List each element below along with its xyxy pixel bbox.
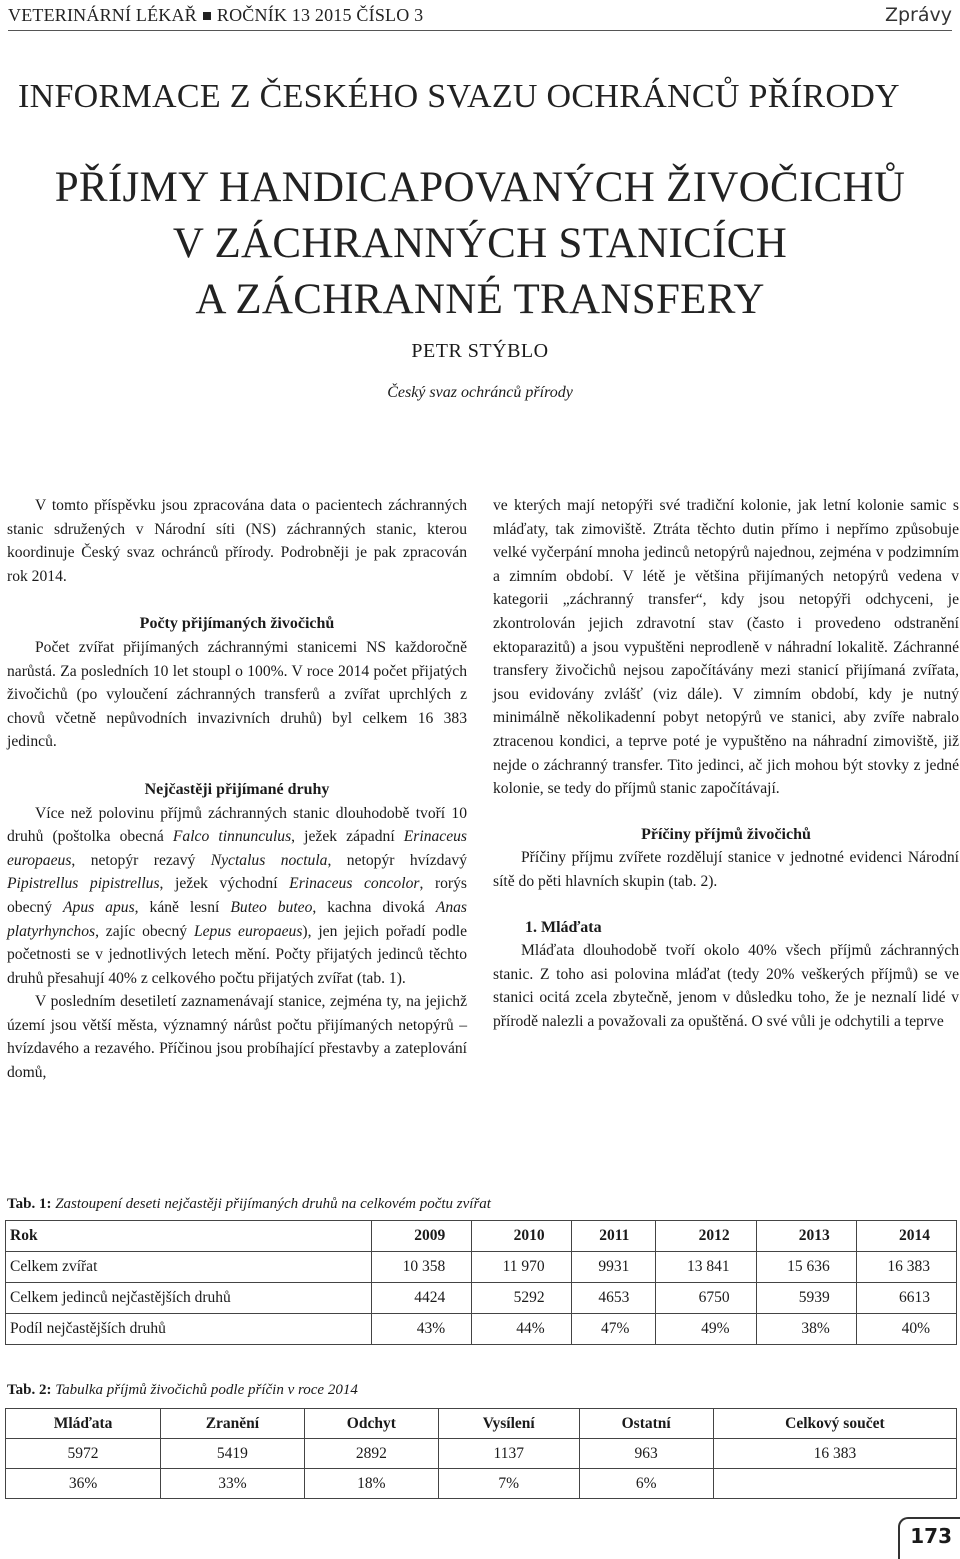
journal-issue: ČÍSLO 3 (356, 5, 424, 25)
table-cell: 18% (304, 1469, 438, 1499)
table-cell: 7% (438, 1469, 579, 1499)
section-name: Zprávy (884, 4, 952, 26)
table-cell: 44% (472, 1314, 571, 1345)
section-heading: Počty přijímaných živočichů (139, 615, 335, 633)
table-cell: 5972 (6, 1439, 161, 1469)
author-affiliation: Český svaz ochránců přírody (387, 384, 573, 401)
species-latin-name: Nyctalus noctula (210, 851, 328, 869)
journal-info (8, 2, 423, 28)
paragraph: V posledním desetiletí zaznamenávají stanice, zejména ty, na jejichž území jsou větší města, významný nárůst počtu přijímaných netopýrů – hvízdavého a rezavého. Příčinou jsou probíhající přestavby a zateplování domů, (7, 993, 467, 1082)
paragraph: Příčiny příjmu zvířete rozdělují stanice v jednotné evidenci Národní sítě do pěti hlavních skupin (tab. 2). (493, 849, 959, 890)
paragraph: Mláďata dlouhodobě tvoří okolo 40% všech příjmů záchranných stanic. Z toho asi polovina mláďat (tedy 20% veškerých příjmů) se ve stanici ocitá zcela zbytečně, jenom v důsledku toho, že je neznalí lidé v přírodě nalezli a považovali za opuštěná. O své vůli je odchytili a teprve (493, 942, 959, 1030)
table2-caption (7, 1382, 358, 1399)
table-cell: 11 970 (472, 1252, 571, 1283)
paragraph: Počet zvířat přijímaných záchrannými stanicemi NS každoročně narůstá. Za posledních 10 let stoupl o 100%. V roce 2014 počet přijatých živočichů (po vyloučení záchranných transferů a zvířat uprchlých z chovů včetně nepůvodních invazivních druhů) byl celkem 16 383 jedinců. (7, 638, 467, 751)
author-name: PETR STÝBLO (411, 340, 549, 362)
table-cell: 6613 (856, 1283, 956, 1314)
table-header-cell: 2009 (372, 1221, 472, 1252)
title-line: A ZÁCHRANNÉ TRANSFERY (195, 276, 765, 323)
species-latin-name: Lepus europaeus (193, 922, 303, 940)
journal-name: VETERINÁRNÍ LÉKAŘ (8, 5, 197, 25)
title-line: PŘÍJMY HANDICAPOVANÝCH ŽIVOČICHŮ (54, 164, 906, 211)
text-run: , ježek západní (291, 828, 404, 846)
table-cell: 9931 (571, 1252, 656, 1283)
intro-paragraph: V tomto příspěvku jsou zpracována data o pacientech záchranných stanic sdružených v Národní síti (NS) záchranných stanic, kterou koordinuje Český svaz ochránců přírody. Podrobněji je pak zpracován rok 2014. (7, 497, 467, 585)
table-2 (5, 1408, 957, 1499)
table-header-row (6, 1409, 957, 1439)
section-heading: Nejčastěji přijímané druhy (144, 780, 330, 798)
running-header (8, 2, 952, 31)
table-cell: 43% (372, 1314, 472, 1345)
species-paragraph (7, 802, 467, 991)
text-run: , rorýs obecný (7, 875, 467, 916)
table-row (6, 1314, 957, 1345)
table1-label: Tab. 1: (7, 1196, 52, 1212)
left-column (7, 494, 467, 1085)
table-cell: 1137 (438, 1439, 579, 1469)
table-cell (713, 1469, 956, 1499)
table-header-cell: Odchyt (304, 1409, 438, 1439)
table-cell: 40% (856, 1314, 956, 1345)
table-header-cell: 2013 (756, 1221, 856, 1252)
text-run: Více než polovinu příjmů záchranných stanic dlouhodobě tvoří 10 druhů (poštolka obecná (7, 804, 467, 846)
table1-caption (7, 1196, 491, 1213)
table-cell: 6750 (656, 1283, 756, 1314)
table-header-cell: Rok (6, 1221, 372, 1252)
table-cell: 4653 (571, 1283, 656, 1314)
table-cell: 2892 (304, 1439, 438, 1469)
table-cell: 4424 (372, 1283, 472, 1314)
species-latin-name: Anas platyrhynchos (7, 898, 467, 940)
text-run: , káně lesní (134, 898, 231, 916)
table-cell: 963 (579, 1439, 713, 1469)
table-row (6, 1252, 957, 1283)
text-run: , zajíc obecný (95, 922, 194, 940)
table-header-cell: 2012 (656, 1221, 756, 1252)
right-column (493, 494, 959, 1033)
table-cell: 5419 (161, 1439, 305, 1469)
text-run: ), jen jejich pořadí podle početnosti se v jednotlivých letech mění. Počty přijatých jedinců těchto druhů přesahují 40% z celkového počtu přijatých zvířat (tab. 1). (7, 922, 468, 987)
table2-label: Tab. 2: (7, 1382, 52, 1398)
table-header-cell: Celkový součet (713, 1409, 956, 1439)
table-cell: 10 358 (372, 1252, 472, 1283)
text-run: , netopýr hvízdavý (327, 851, 467, 869)
journal-year: 2015 (314, 5, 352, 25)
table-cell: 33% (161, 1469, 305, 1499)
text-run: , kachna divoká (312, 898, 436, 916)
topic-heading: INFORMACE Z ČESKÉHO SVAZU OCHRÁNCŮ PŘÍRODY (18, 78, 900, 115)
title-line: V ZÁCHRANNÝCH STANICÍCH (172, 220, 788, 267)
species-latin-name: Erinaceus europaeus (7, 828, 467, 869)
table-header-cell: 2014 (856, 1221, 956, 1252)
table-cell: 5939 (756, 1283, 856, 1314)
table-cell: 15 636 (756, 1252, 856, 1283)
table-header-cell: Mláďata (6, 1409, 161, 1439)
table2-caption-text: Tabulka příjmů živočichů podle příčin v roce 2014 (51, 1382, 358, 1398)
table-cell: Celkem zvířat (6, 1252, 372, 1283)
square-bullet-icon (203, 12, 211, 20)
table1-caption-text: Zastoupení deseti nejčastěji přijímaných druhů na celkovém počtu zvířat (51, 1196, 491, 1212)
table-header-cell: Vysílení (438, 1409, 579, 1439)
table-row (6, 1439, 957, 1469)
page-corner-decoration (898, 1517, 960, 1559)
species-latin-name: Apus apus (63, 898, 135, 916)
species-latin-name: Erinaceus concolor (289, 875, 420, 893)
table-header-cell: 2010 (472, 1221, 571, 1252)
table-row (6, 1283, 957, 1314)
table-cell: Celkem jedinců nejčastějších druhů (6, 1283, 372, 1314)
journal-volume: ROČNÍK 13 (216, 5, 311, 25)
table-cell: 6% (579, 1469, 713, 1499)
species-latin-name: Falco tinnunculus (172, 828, 292, 846)
table-cell: Podíl nejčastějších druhů (6, 1314, 372, 1345)
table-header-cell: Zranění (161, 1409, 305, 1439)
paragraph: ve kterých mají netopýři své tradiční kolonie, jak letní kolonie samic s mláďaty, tak zimoviště. Ztráta těchto dutin přímo i nepřímo způsobuje velké vyčerpání mnoha jedinců netopýrů najednou, zejména v podzimním a zimním období. V létě je většina přijímaných netopýrů vedena v kategorii „záchranný transfer“, kdy jsou netopýři odchyceni, je zkontrolován jejich zdravotní stav (často i provedeno odstranění ektoparazitů) a jsou vypuštěni neprodleně v náhradní lokalitě. Záchranné transfery živočichů nejsou započítávány mezi stanicí přijímaná zvířata, jsou evidovány zvlášť (viz dále). V zimním období, kdy je nutný minimálně několikadenní pobyt netopýrů ve stanici, aby zvíře nabralo ztracenou kondici, a teprve poté je vypuštěno na náhradní zimoviště, již nejde o záchranný transfer. Tito jedinci, ač jich mohou být stovky z jedné kolonie, se tedy do příjmů stanic započítávají. (493, 497, 959, 798)
table-cell: 13 841 (656, 1252, 756, 1283)
species-latin-name: Buteo buteo (230, 898, 313, 916)
table-header-cell: Ostatní (579, 1409, 713, 1439)
text-run: , netopýr rezavý (71, 851, 211, 869)
table-row (6, 1469, 957, 1499)
text-run: , ježek východní (159, 875, 290, 893)
page-number: 173 (910, 1524, 952, 1548)
table-cell: 16 383 (856, 1252, 956, 1283)
table-cell: 36% (6, 1469, 161, 1499)
section-heading: Příčiny příjmů živočichů (641, 825, 811, 843)
table-cell: 5292 (472, 1283, 571, 1314)
table-header-row (6, 1221, 957, 1252)
table-cell: 16 383 (713, 1439, 956, 1469)
subsection-heading: 1. Mláďata (525, 918, 602, 936)
table-cell: 38% (756, 1314, 856, 1345)
table-cell: 47% (571, 1314, 656, 1345)
table-cell: 49% (656, 1314, 756, 1345)
species-latin-name: Pipistrellus pipistrellus (7, 875, 160, 893)
table-1 (5, 1220, 957, 1345)
article-title (0, 160, 960, 328)
table-header-cell: 2011 (571, 1221, 656, 1252)
